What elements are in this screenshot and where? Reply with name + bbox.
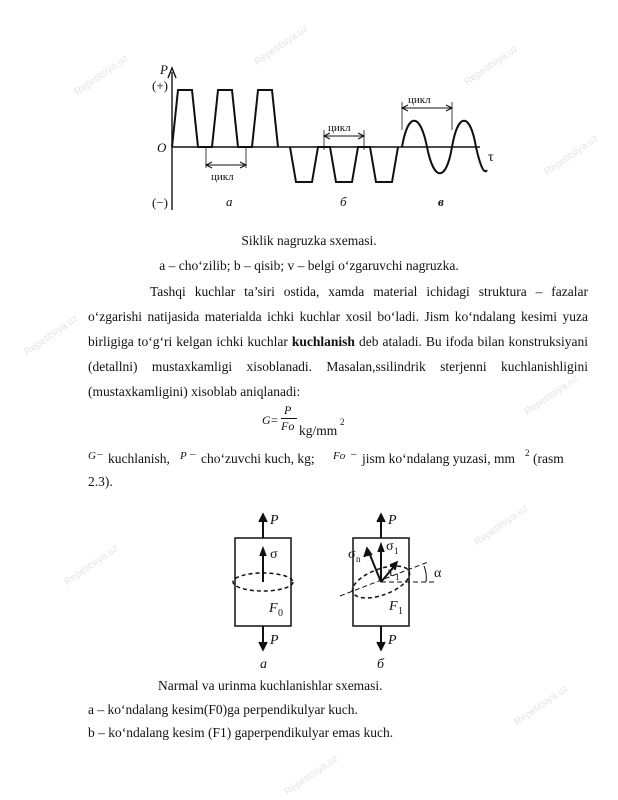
area-f1-label: F: [389, 599, 398, 614]
sigma1-sub: 1: [394, 546, 399, 556]
body-paragraph: [88, 279, 588, 404]
paragraph-text: deb ataladi. Bu ifoda bilan konstruksiyani (detallni) mustaxkamligi xisoblanadi. Masalan,ssilindrik sterjenni kuchlanishligini (mustaxkamligini) xisoblab aniqlanadi:: [88, 334, 589, 399]
force-p-bottom-a: P: [270, 633, 279, 648]
def-f-exponent: 2: [525, 448, 530, 458]
sigma-n-label: σ: [348, 547, 356, 562]
watermark: Repetitsiya.uz: [282, 752, 341, 799]
panel2-label-a: а: [260, 657, 267, 670]
tension-pulses: [172, 90, 278, 147]
force-p-top-b: P: [388, 513, 397, 528]
area-f1-sub: 1: [398, 606, 403, 617]
figure2-caption-a: a – ko‘ndalang kesim(F0)ga perpendikulyar kuch.: [88, 702, 358, 717]
cyclic-load-diagram: [140, 60, 520, 220]
force-p-top-a: P: [270, 513, 279, 528]
watermark: Repetitsiya.uz: [62, 542, 121, 589]
sigma1-label: σ: [386, 539, 394, 554]
formula-eq: =: [271, 413, 278, 427]
def-f-symbol: Fo: [333, 450, 346, 462]
panel-label-a: а: [226, 194, 233, 209]
figure1-caption-title: Siklik nagruzka sxemasi.: [241, 233, 377, 248]
formula-unit-exponent: 2: [340, 417, 345, 427]
def-g-text: kuchlanish,: [108, 451, 170, 466]
cycle-label-a: цикл: [211, 171, 234, 183]
stress-schematic: [210, 510, 460, 670]
watermark: Repetitsiya.uz: [542, 132, 601, 179]
p-axis-label: P: [160, 62, 168, 77]
sigma-label: σ: [270, 547, 278, 562]
compression-pulses: [290, 147, 398, 182]
definitions-line: G – kuchlanish, P – cho‘zuvchi kuch, kg; Fo – jism ko‘ndalang yuzasi, mm 2 (rasm: [88, 447, 588, 469]
watermark: Repetitsiya.uz: [512, 682, 571, 729]
figure1-caption-subtitle: a – cho‘zilib; b – qisib; v – belgi o‘zgaruvchi nagruzka.: [159, 258, 459, 273]
cycle-label-b: цикл: [328, 122, 351, 134]
stress-formula: [262, 405, 382, 441]
area-f0-label: F: [269, 601, 278, 616]
def-g-symbol: G: [88, 450, 96, 462]
panel-label-b: б: [340, 194, 347, 209]
formula-unit: kg/mm: [299, 423, 338, 438]
tau1-sub: 1: [395, 572, 400, 582]
watermark: Repetitsiya.uz: [72, 52, 131, 99]
paragraph-term: kuchlanish: [291, 334, 355, 349]
formula-numerator: P: [284, 403, 292, 417]
area-f0-sub: 0: [278, 608, 283, 619]
formula-denominator: Fo: [281, 419, 295, 433]
tau-label: τ: [488, 150, 494, 165]
figure2-caption-b: b – ko‘ndalang kesim (F1) gaperpendikulyar emas kuch.: [88, 725, 394, 740]
watermark: Repetitsiya.uz: [472, 502, 531, 549]
alpha-label: α: [434, 566, 442, 581]
force-p-bottom-b: P: [388, 633, 397, 648]
watermark: Repetitsiya.uz: [22, 312, 81, 359]
panel2-label-b: б: [377, 657, 385, 670]
formula-lhs: G: [262, 413, 271, 427]
tau1-label: τ: [388, 565, 394, 580]
watermark: Repetitsiya.uz: [252, 22, 311, 69]
figure2-caption-title: Narmal va urinma kuchlanishlar sxemasi.: [158, 678, 383, 693]
plus-label: (+): [152, 78, 168, 93]
minus-label: (−): [152, 195, 168, 210]
origin-label: O: [157, 140, 167, 155]
definitions-line2: 2.3).: [88, 474, 113, 489]
def-p-text: cho‘zuvchi kuch, kg;: [201, 451, 315, 466]
panel-label-v: в: [438, 194, 444, 209]
watermark: Repetitsiya.uz: [522, 372, 581, 419]
def-p-symbol: P: [180, 450, 187, 462]
watermark: Repetitsiya.uz: [462, 42, 521, 89]
def-f-tail: (rasm: [533, 451, 564, 466]
sigma-n-sub: n: [356, 554, 361, 564]
paragraph-text: Tashqi kuchlar ta’siri ostida, xamda material ichidagi struktura – fazalar o‘zgarishi natijasida materialda ichki kuchlar xosil bo‘ladi. Jism ko‘ndalang kesimi yuza birligiga to‘g‘ri kelgan ichki kuchlar: [88, 284, 588, 349]
cycle-label-v: цикл: [408, 94, 431, 106]
def-f-text: jism ko‘ndalang yuzasi, mm: [362, 451, 515, 466]
